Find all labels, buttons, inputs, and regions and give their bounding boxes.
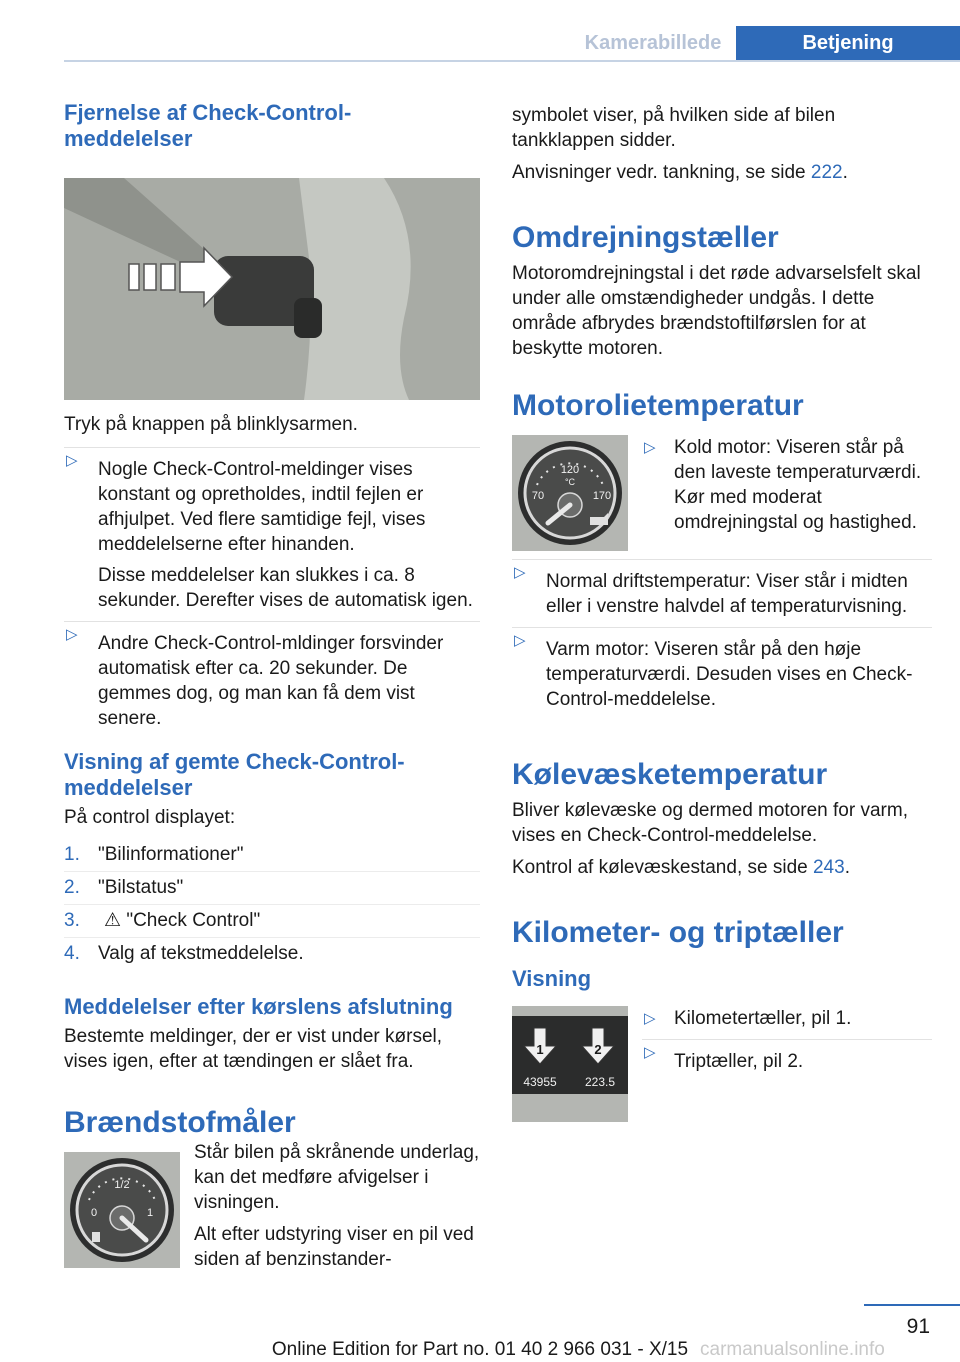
fuel-ref-end: . — [842, 162, 848, 183]
header-section-tab: Kamerabillede — [584, 32, 722, 54]
trip-value: 223.5 — [584, 1075, 616, 1089]
list-item-text: Nogle Check-Control-meldinger vises konstant og opretholdes, indtil fejlen er afhjulpet. Ved flere samtidige fejl, vises meddelelserne efter hinanden. — [98, 459, 426, 555]
triangle-bullet-icon: ▷ — [514, 564, 526, 581]
step-number: 2. — [64, 877, 80, 898]
oil-gauge-high-label: 170 — [592, 490, 612, 502]
heading-oil-temp: Motorolietemperatur — [512, 389, 804, 422]
fuel-gauge-high-label: 1 — [146, 1207, 154, 1219]
fuel-text-2: Alt efter udstyring viser en pil ved siden af benzinstander- — [194, 1224, 474, 1270]
oil-list-rest — [512, 559, 932, 712]
step-number: 1. — [64, 844, 80, 865]
list-item — [64, 447, 480, 613]
triangle-bullet-icon: ▷ — [66, 452, 78, 469]
triangle-bullet-icon: ▷ — [644, 439, 656, 456]
triangle-bullet-icon: ▷ — [644, 1010, 656, 1027]
heading-rpm: Omdrejningstæller — [512, 221, 779, 254]
footer-edition: Online Edition for Part no. 01 40 2 966 031 - X/15 — [271, 1339, 689, 1360]
warning-icon: ⚠ — [104, 910, 122, 931]
heading-saved-messages: Visning af gemte Check-Control-meddelelser — [64, 749, 405, 800]
heading-remove-messages: Fjernelse af Check-Control-meddelelser — [64, 100, 352, 151]
list-item — [642, 1006, 932, 1031]
odo-list — [642, 1006, 932, 1074]
fuel-reference — [512, 160, 932, 185]
fuel-gauge-mid-label: 1/2 — [114, 1179, 130, 1191]
list-item-extra: Disse meddelelser kan slukkes i ca. 8 sekunder. Derefter vises de automatisk igen. — [98, 565, 473, 611]
heading-fuel-gauge: Brændstofmåler — [64, 1106, 296, 1139]
saved-intro: På control displayet: — [64, 807, 236, 828]
oil-temp-gauge-image — [512, 435, 628, 551]
list-item — [642, 435, 932, 535]
header-rule — [64, 60, 960, 62]
step-item — [64, 908, 480, 938]
turn-signal-lever-photo — [64, 178, 480, 400]
step-text: "Check Control" — [121, 910, 261, 931]
fuel-text-1: Står bilen på skrånende underlag, kan det medføre afvigelser i visningen. — [194, 1142, 480, 1213]
list-item — [64, 621, 480, 731]
step-number: 4. — [64, 943, 80, 964]
fuel-gauge-image — [64, 1152, 180, 1268]
arrow-1-label: 1 — [536, 1042, 544, 1057]
footer-watermark: carmanualsonline.info — [700, 1339, 885, 1360]
fuel-gauge-low-label: 0 — [90, 1207, 98, 1219]
step-number: 3. — [64, 910, 80, 931]
odometer-display-image — [512, 1006, 628, 1122]
oil-list-first — [642, 435, 932, 535]
fuel-ref-text: Anvisninger vedr. tankning, se side — [512, 162, 811, 183]
after-drive-text: Bestemte meldinger, der er vist under kørsel, vises igen, efter at tændingen er slået fra. — [64, 1026, 443, 1072]
heading-after-drive: Meddelelser efter kørslens afslutning — [64, 994, 453, 1019]
odometer-value: 43955 — [523, 1075, 557, 1089]
fuel-pump-icon — [92, 1232, 100, 1242]
step-item — [64, 941, 480, 970]
left-column — [64, 100, 480, 1279]
list-item-text: Normal driftstemperatur: Viser står i midten eller i venstre halvdel af temperaturvisning. — [546, 571, 908, 617]
triangle-bullet-icon: ▷ — [514, 632, 526, 649]
coolant-ref-text: Kontrol af kølevæskestand, se side — [512, 857, 813, 878]
coolant-text: Bliver kølevæske og dermed motoren for varm, vises en Check-Control-meddelelse. — [512, 800, 908, 846]
step-text: "Bilinformationer" — [98, 844, 244, 865]
oil-gauge-low-label: 70 — [531, 490, 545, 502]
header-chapter-tab: Betjening — [736, 26, 960, 60]
heading-display: Visning — [512, 966, 592, 991]
page-link-222[interactable]: 222 — [810, 162, 843, 183]
step-item — [64, 842, 480, 872]
fuel-continuation: symbolet viser, på hvilken side af bilen tankklappen sidder. — [512, 105, 836, 151]
triangle-bullet-icon: ▷ — [644, 1044, 656, 1061]
right-column — [512, 100, 932, 1122]
list-item-text: Andre Check-Control-mldinger forsvinder automatisk efter ca. 20 sekunder. De gemmes dog, og man kan få dem vist senere. — [98, 633, 444, 729]
step-item — [64, 875, 480, 905]
triangle-bullet-icon: ▷ — [66, 626, 78, 643]
oil-gauge-unit-label: °C — [564, 477, 576, 487]
footer-rule — [864, 1304, 960, 1306]
list-item — [512, 627, 932, 712]
list-item-text: Varm motor: Viseren står på den høje temperaturværdi. Desuden vises en Check-Control-meddelelse. — [546, 639, 913, 710]
page-number: 91 — [906, 1315, 930, 1338]
rpm-text: Motoromdrejningstal i det røde advarselsfelt skal under alle omstændigheder undgås. I dette område afbrydes brændstoftilførslen for at beskytte motoren. — [512, 263, 921, 359]
step-text: Valg af tekstmeddelelse. — [98, 943, 304, 964]
list-item-text: Kilometertæller, pil 1. — [674, 1008, 852, 1029]
page-link-243[interactable]: 243 — [812, 857, 845, 878]
remove-caption: Tryk på knappen på blinklysarmen. — [64, 414, 358, 435]
step-text: "Bilstatus" — [98, 877, 184, 898]
oil-gauge-mid-label: 120 — [560, 464, 580, 476]
list-item-text: Triptæller, pil 2. — [674, 1051, 804, 1072]
saved-steps — [64, 842, 480, 970]
arrow-2-label: 2 — [594, 1042, 602, 1057]
remove-list — [64, 447, 480, 731]
list-item — [642, 1039, 932, 1074]
list-item — [512, 559, 932, 619]
heading-coolant: Kølevæsketemperatur — [512, 758, 828, 791]
coolant-ref-end: . — [844, 857, 850, 878]
coolant-reference — [512, 855, 932, 880]
heading-odometer: Kilometer- og triptæller — [512, 916, 844, 949]
list-item-text: Kold motor: Viseren står på den laveste temperaturværdi. Kør med moderat omdrejningstal og hastighed. — [674, 437, 922, 533]
